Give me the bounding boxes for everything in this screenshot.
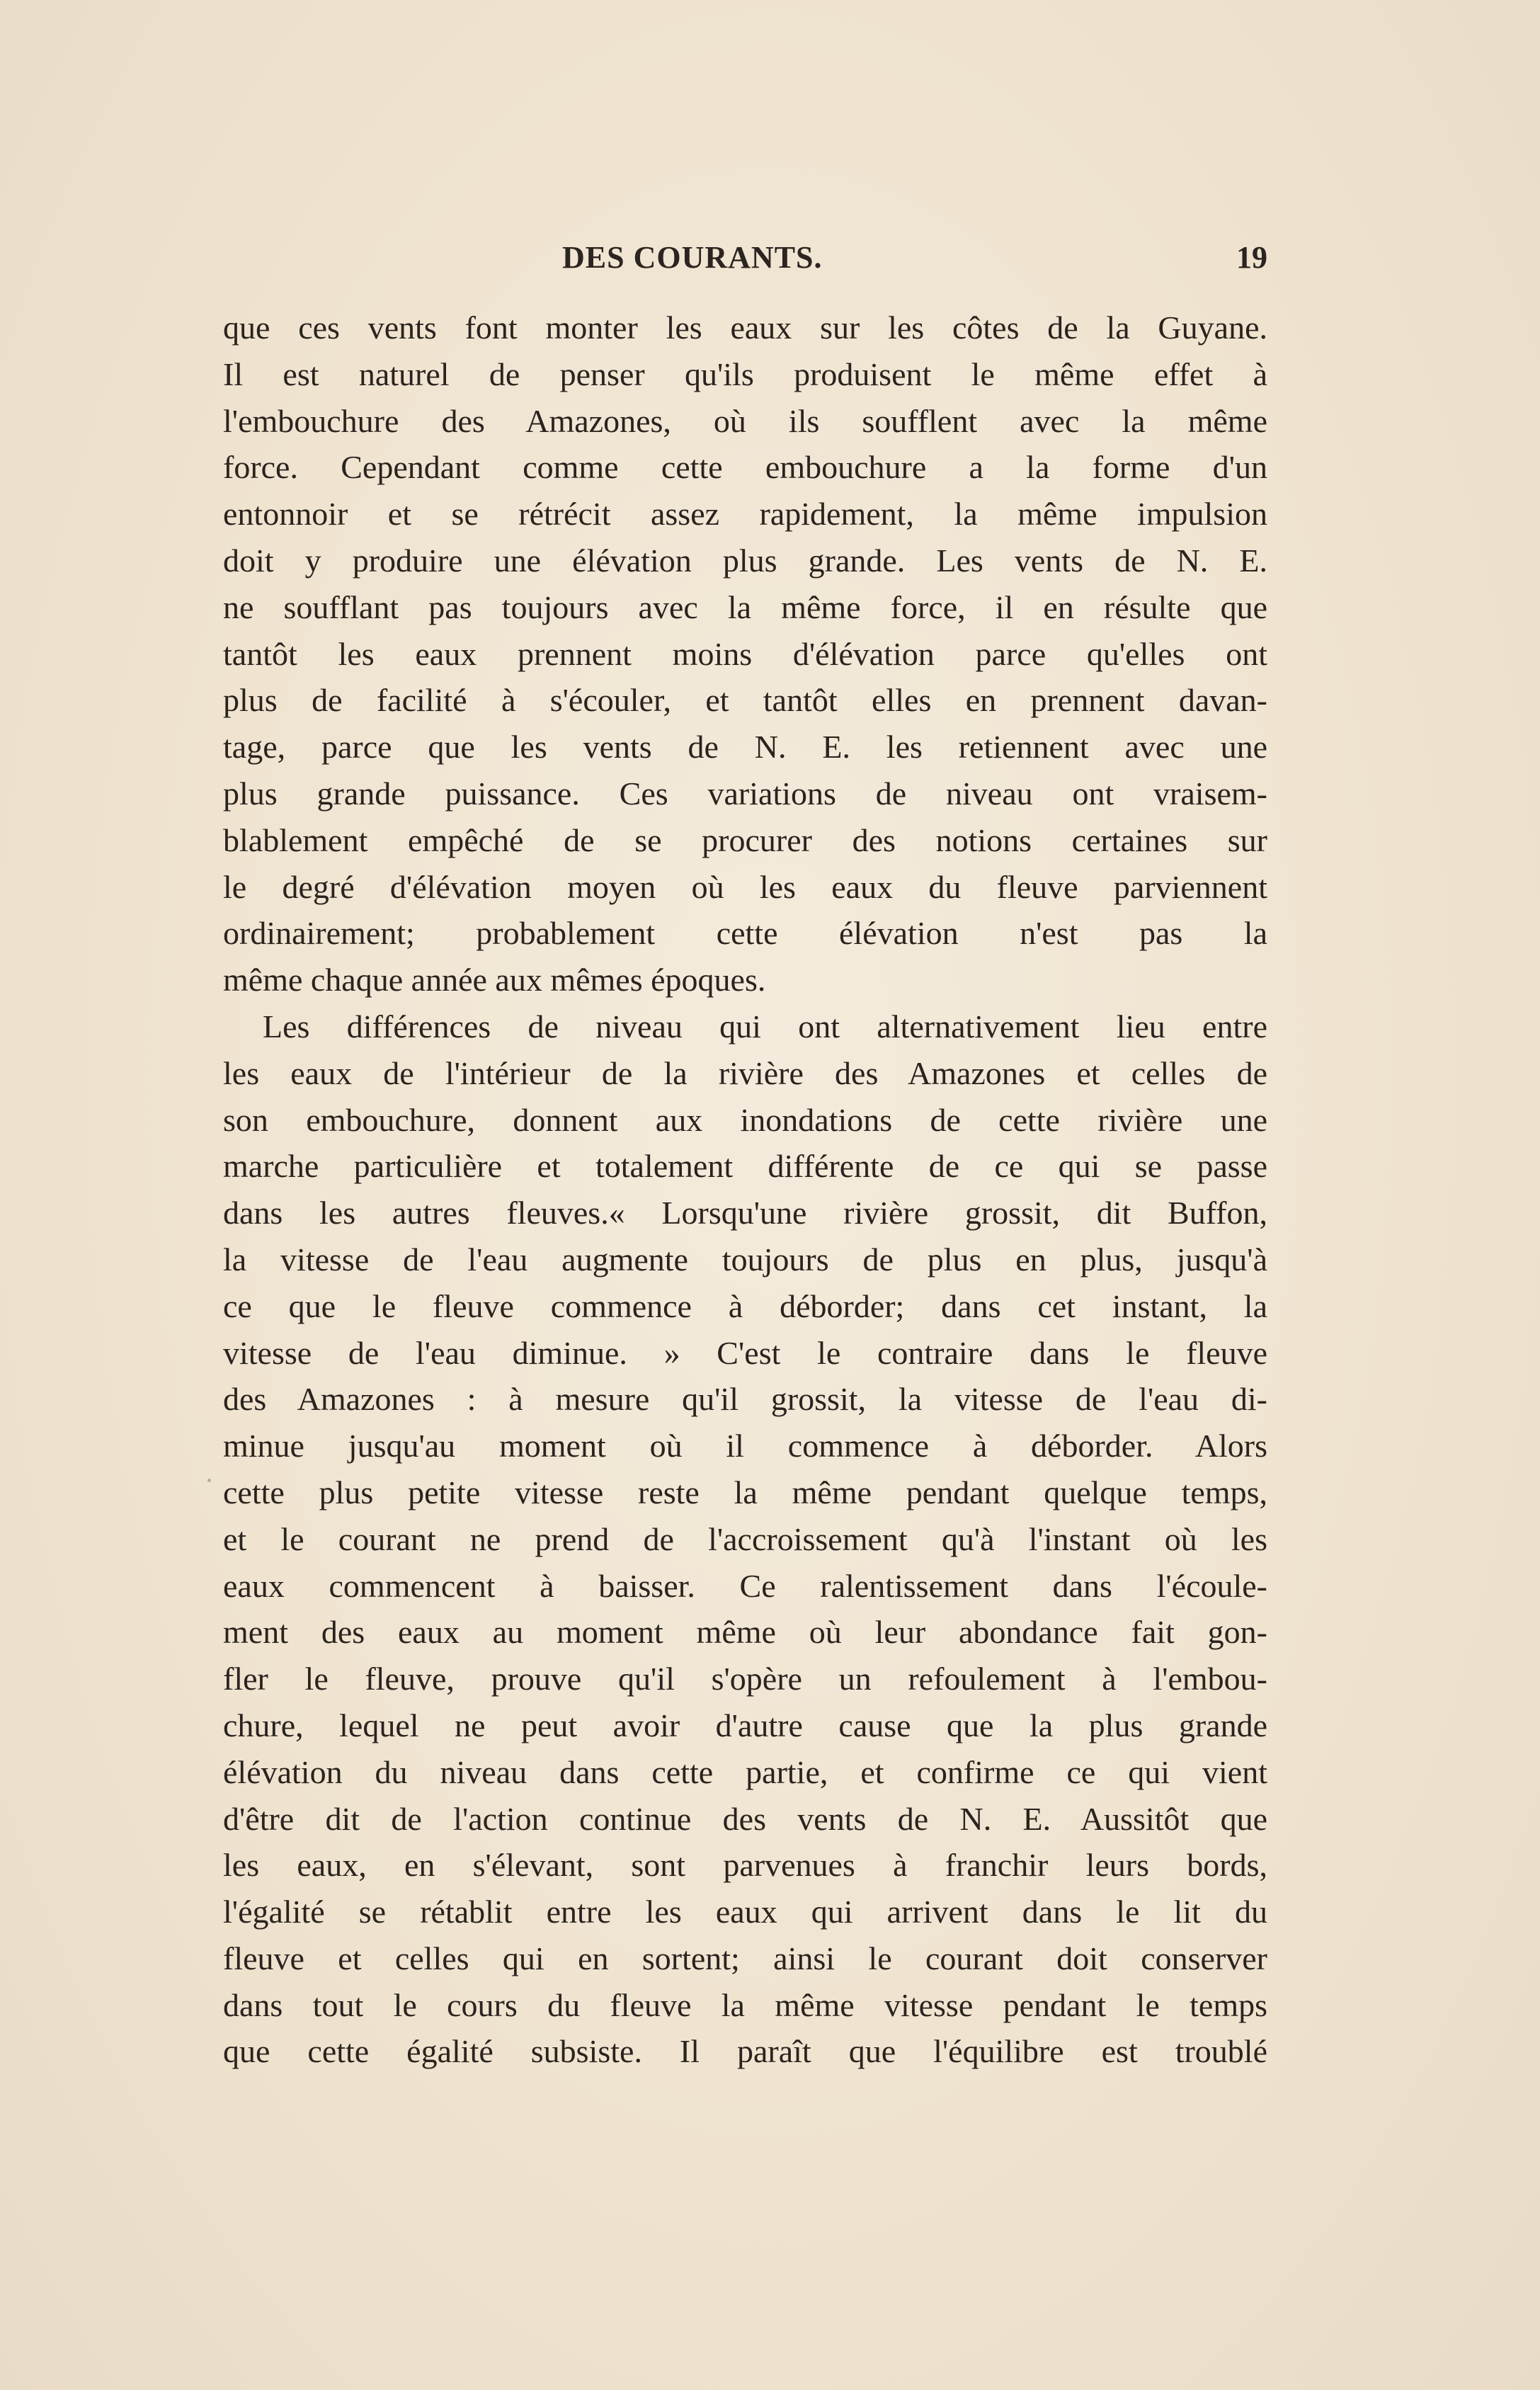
- running-head: [223, 239, 1267, 296]
- text-line: ment des eaux au moment même où leur abondance fait gon-: [223, 1614, 1267, 1651]
- body-text: [223, 305, 1267, 2075]
- text-line: et le courant ne prend de l'accroissement qu'à l'instant où les: [223, 1520, 1267, 1557]
- text-line: dans tout le cours du fleuve la même vitesse pendant le temps: [223, 1986, 1267, 2023]
- text-line: ordinairement; probablement cette élévation n'est pas la: [223, 915, 1267, 952]
- text-line: les eaux de l'intérieur de la rivière des Amazones et celles de: [223, 1054, 1267, 1091]
- text-line: élévation du niveau dans cette partie, et confirme ce qui vient: [223, 1753, 1267, 1790]
- text-line: que ces vents font monter les eaux sur les côtes de la Guyane.: [223, 309, 1267, 346]
- text-line: son embouchure, donnent aux inondations de cette rivière une: [223, 1101, 1267, 1138]
- text-line: cette plus petite vitesse reste la même pendant quelque temps,: [223, 1474, 1267, 1510]
- text-line: chure, lequel ne peut avoir d'autre cause que la plus grande: [223, 1707, 1267, 1743]
- text-line: entonnoir et se rétrécit assez rapidement, la même impulsion: [223, 496, 1267, 533]
- text-line: des Amazones : à mesure qu'il grossit, la vitesse de l'eau di-: [223, 1381, 1267, 1418]
- running-title: DES COURANTS.: [562, 240, 823, 275]
- text-line: Les différences de niveau qui ont alternativement lieu entre: [263, 1008, 1267, 1045]
- paragraph: [223, 1003, 1267, 2075]
- text-line: dans les autres fleuves.« Lorsqu'une rivière grossit, dit Buffon,: [223, 1195, 1267, 1231]
- text-line: même chaque année aux mêmes époques.: [223, 962, 766, 998]
- text-line: ce que le fleuve commence à déborder; dans cet instant, la: [223, 1287, 1267, 1324]
- text-line: ne soufflant pas toujours avec la même force, il en résulte que: [223, 588, 1267, 625]
- text-line: minue jusqu'au moment où il commence à déborder. Alors: [223, 1428, 1267, 1464]
- page-number: 19: [1236, 240, 1267, 275]
- text-line: blablement empêché de se procurer des notions certaines sur: [223, 821, 1267, 858]
- text-line: la vitesse de l'eau augmente toujours de plus en plus, jusqu'à: [223, 1241, 1267, 1277]
- text-line: le degré d'élévation moyen où les eaux du fleuve parviennent: [223, 868, 1267, 905]
- text-line: plus grande puissance. Ces variations de niveau ont vraisem-: [223, 775, 1267, 812]
- text-line: fler le fleuve, prouve qu'il s'opère un refoulement à l'embou-: [223, 1661, 1267, 1697]
- paper-speck: [207, 1479, 211, 1482]
- text-line: force. Cependant comme cette embouchure a la forme d'un: [223, 449, 1267, 486]
- text-line: vitesse de l'eau diminue. » C'est le contraire dans le fleuve: [223, 1334, 1267, 1371]
- text-line: l'embouchure des Amazones, où ils soufflent avec la même: [223, 402, 1267, 439]
- text-line: d'être dit de l'action continue des vents de N. E. Aussitôt que: [223, 1800, 1267, 1837]
- text-line: fleuve et celles qui en sortent; ainsi le courant doit conserver: [223, 1940, 1267, 1976]
- text-line: tantôt les eaux prennent moins d'élévation parce qu'elles ont: [223, 635, 1267, 672]
- text-line: l'égalité se rétablit entre les eaux qui arrivent dans le lit du: [223, 1894, 1267, 1930]
- text-line: doit y produire une élévation plus grande. Les vents de N. E.: [223, 542, 1267, 579]
- text-line: Il est naturel de penser qu'ils produisent le même effet à: [223, 355, 1267, 392]
- text-line: marche particulière et totalement différente de ce qui se passe: [223, 1148, 1267, 1185]
- text-line: plus de facilité à s'écouler, et tantôt elles en prennent davan-: [223, 682, 1267, 719]
- text-line: que cette égalité subsiste. Il paraît que l'équilibre est troublé: [223, 2033, 1267, 2070]
- text-line: tage, parce que les vents de N. E. les retiennent avec une: [223, 729, 1267, 766]
- paragraph: [223, 305, 1267, 1003]
- text-line: eaux commencent à baisser. Ce ralentissement dans l'écoule-: [223, 1567, 1267, 1604]
- text-line: les eaux, en s'élevant, sont parvenues à franchir leurs bords,: [223, 1847, 1267, 1884]
